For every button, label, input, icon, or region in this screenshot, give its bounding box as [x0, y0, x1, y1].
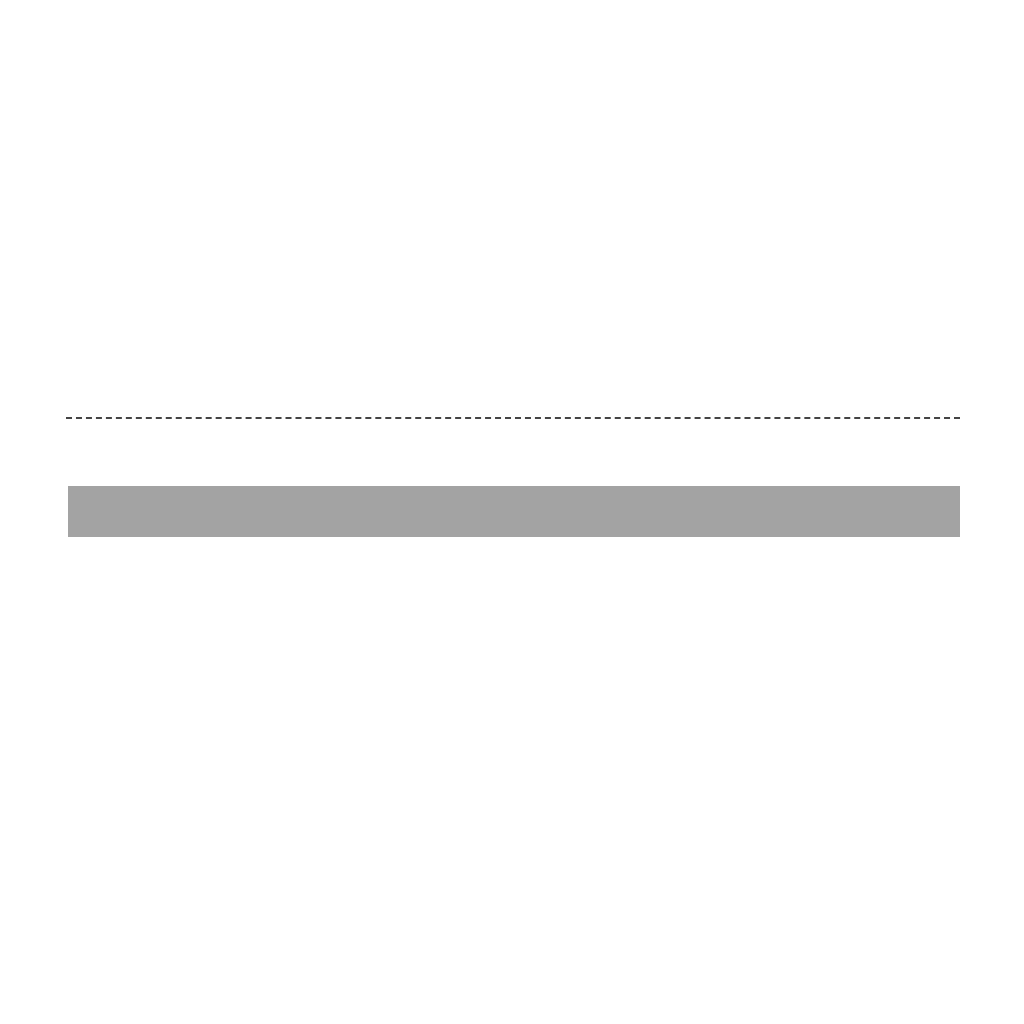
dashed-divider	[66, 417, 960, 419]
size-table	[68, 486, 960, 537]
table-header	[68, 486, 960, 537]
